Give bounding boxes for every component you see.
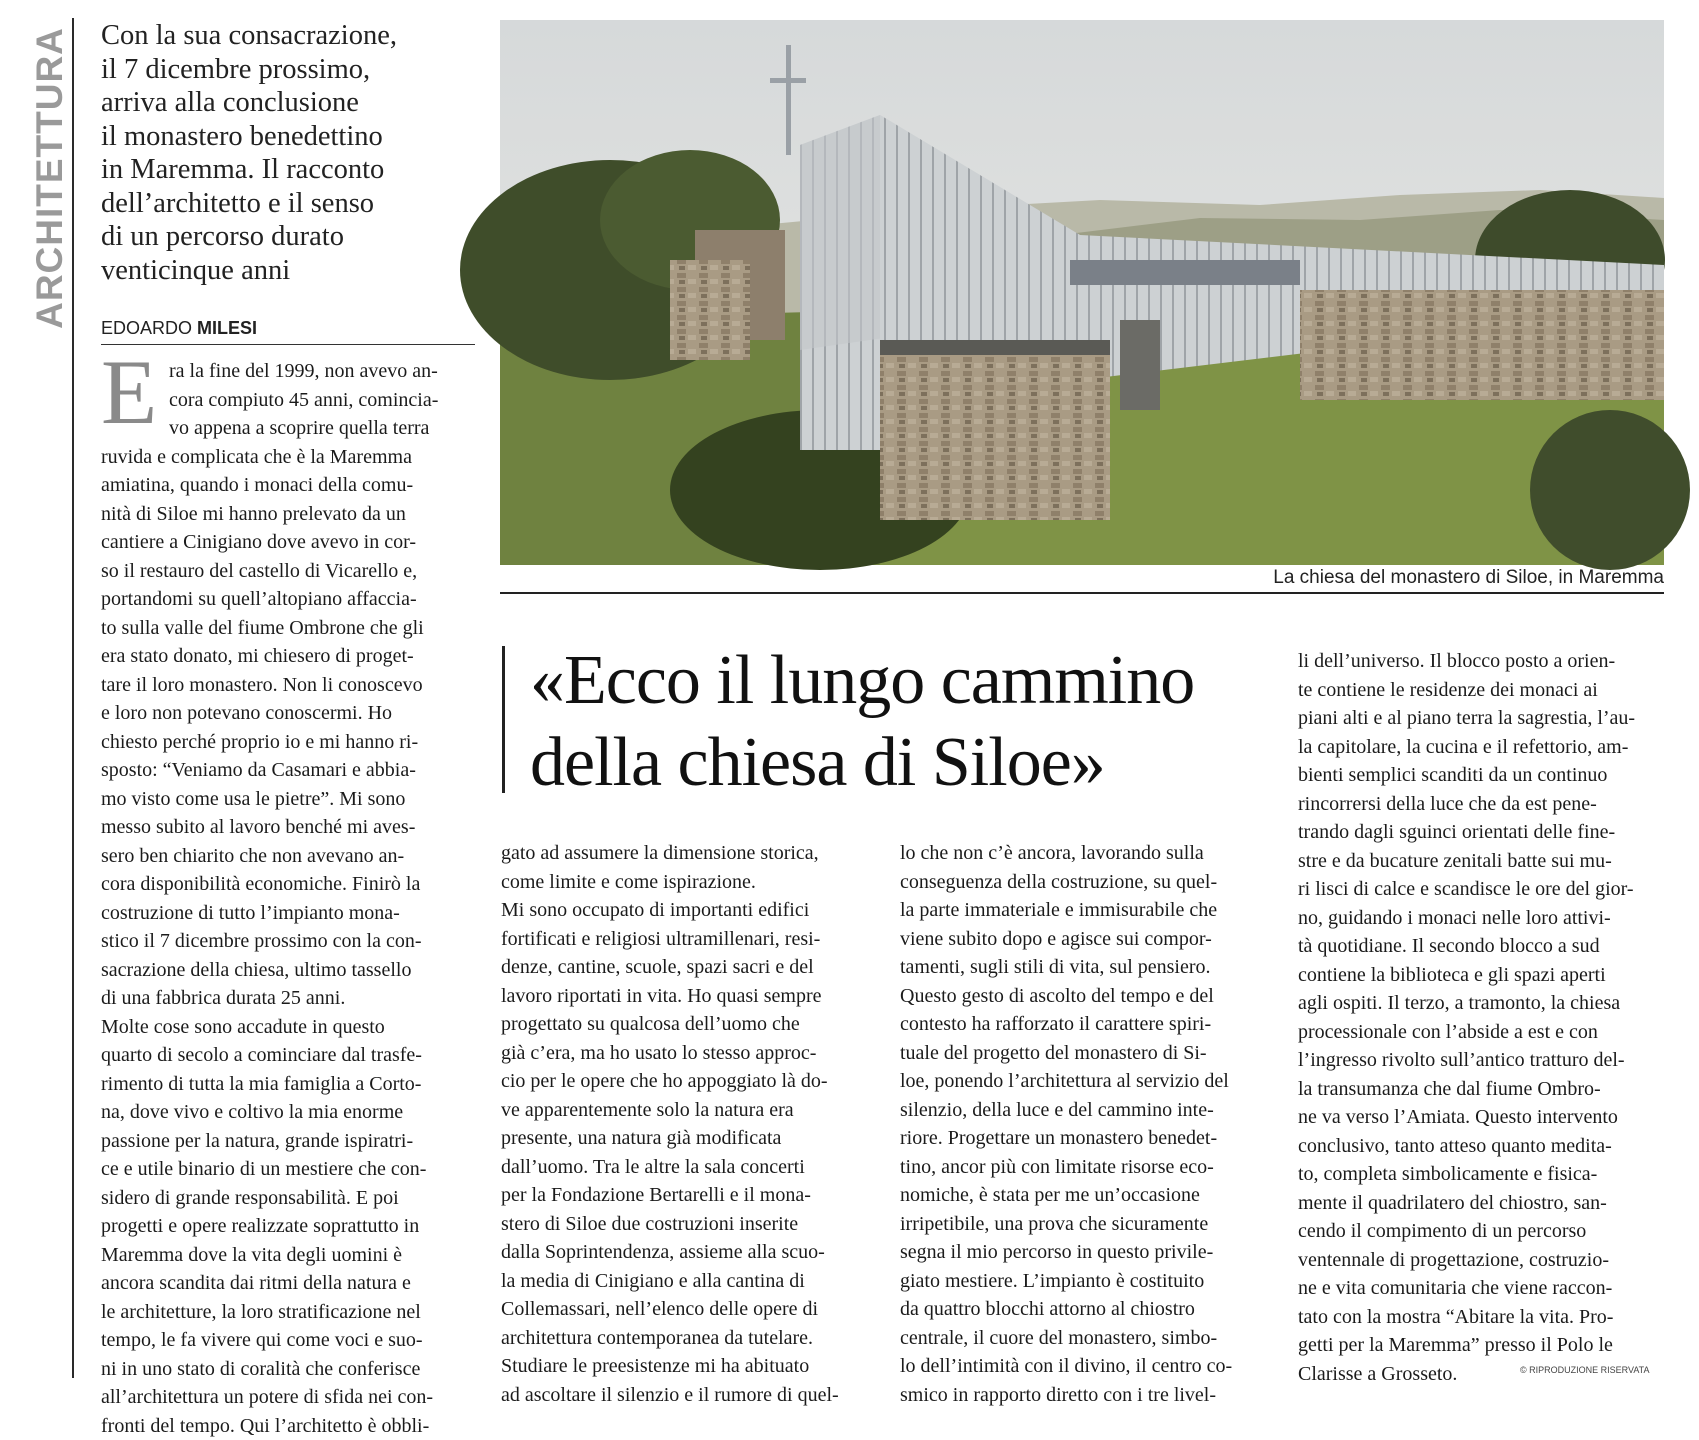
article-line: loe, ponendo l’architettura al servizio del — [900, 1067, 1270, 1096]
article-line: la media di Cinigiano e alla cantina di — [501, 1267, 871, 1296]
article-line: era stato donato, mi chiesero di proget- — [101, 642, 473, 671]
dropcap: E — [101, 352, 161, 432]
article-line: viene subito dopo e agisce sui compor- — [900, 925, 1270, 954]
lead-line: venticinque anni — [101, 254, 481, 288]
article-line: mo visto come usa le pietre”. Mi sono — [101, 785, 473, 814]
lead-line: in Maremma. Il racconto — [101, 153, 481, 187]
article-column-2 — [501, 839, 871, 1409]
article-line: irripetibile, una prova che sicuramente — [900, 1210, 1270, 1239]
article-line: stico il 7 dicembre prossimo con la con- — [101, 927, 473, 956]
article-line: processionale con l’abside a est e con — [1298, 1018, 1668, 1047]
article-line: rimento di tutta la mia famiglia a Corto- — [101, 1070, 473, 1099]
copyright-notice: © RIPRODUZIONE RISERVATA — [1520, 1365, 1649, 1375]
article-line: ni in uno stato di coralità che conferisce — [101, 1355, 473, 1384]
article-line: Molte cose sono accadute in questo — [101, 1013, 473, 1042]
article-column-3 — [900, 839, 1270, 1409]
article-line: ancora scandita dai ritmi della natura e — [101, 1269, 473, 1298]
article-line: conclusivo, tanto atteso quanto medita- — [1298, 1132, 1668, 1161]
article-line: di una fabbrica durata 25 anni. — [101, 984, 473, 1013]
article-line: all’architettura un potere di sfida nei con- — [101, 1383, 473, 1412]
article-line: cora disponibilità economiche. Finirò la — [101, 870, 473, 899]
article-line: conseguenza della costruzione, su quel- — [900, 868, 1270, 897]
article-line: ad ascoltare il silenzio e il rumore di quel- — [501, 1381, 871, 1410]
article-line: le architetture, la loro stratificazione nel — [101, 1298, 473, 1327]
article-line: tuale del progetto del monastero di Si- — [900, 1039, 1270, 1068]
article-line: da quattro blocchi attorno al chiostro — [900, 1295, 1270, 1324]
article-line: ne va verso l’Amiata. Questo intervento — [1298, 1103, 1668, 1132]
article-line: fortificati e religiosi ultramillenari, resi- — [501, 925, 871, 954]
article-line: vo appena a scoprire quella terra — [101, 414, 473, 443]
article-line: e loro non potevano conoscermi. Ho — [101, 699, 473, 728]
article-line: cora compiuto 45 anni, comincia- — [101, 386, 473, 415]
article-line: piani alti e al piano terra la sagrestia, l’au- — [1298, 704, 1668, 733]
article-line: centrale, il cuore del monastero, simbo- — [900, 1324, 1270, 1353]
article-line: lo dell’intimità con il divino, il centro co- — [900, 1352, 1270, 1381]
monastery-photo — [500, 20, 1664, 565]
headline-rule — [502, 646, 505, 793]
author-last-name: MILESI — [197, 318, 257, 338]
article-line: Collemassari, nell’elenco delle opere di — [501, 1295, 871, 1324]
article-line: tempo, le fa vivere qui come voci e suo- — [101, 1326, 473, 1355]
article-line: ne e vita comunitaria che viene raccon- — [1298, 1274, 1668, 1303]
article-line: nità di Siloe mi hanno prelevato da un — [101, 500, 473, 529]
lead-paragraph — [101, 19, 481, 287]
lead-line: Con la sua consacrazione, — [101, 19, 481, 53]
article-line: sacrazione della chiesa, ultimo tassello — [101, 956, 473, 985]
headline — [530, 640, 1270, 804]
article-line: tà quotidiane. Il secondo blocco a sud — [1298, 932, 1668, 961]
article-line: giato mestiere. L’impianto è costituito — [900, 1267, 1270, 1296]
photo-caption: La chiesa del monastero di Siloe, in Maremma — [500, 567, 1664, 594]
article-column-4 — [1298, 647, 1668, 1388]
article-line: gato ad assumere la dimensione storica, — [501, 839, 871, 868]
article-line: Mi sono occupato di importanti edifici — [501, 896, 871, 925]
article-line: amiatina, quando i monaci della comu- — [101, 471, 473, 500]
article-line: rincorrersi della luce che da est pene- — [1298, 790, 1668, 819]
lead-line: arriva alla conclusione — [101, 86, 481, 120]
article-line: cantiere a Cinigiano dove avevo in cor- — [101, 528, 473, 557]
article-line: già c’era, ma ho usato lo stesso approc- — [501, 1039, 871, 1068]
article-line: sposto: “Veniamo da Casamari e abbia- — [101, 756, 473, 785]
article-line: chiesto perché proprio io e mi hanno ri- — [101, 728, 473, 757]
article-line: getti per la Maremma” presso il Polo le — [1298, 1331, 1668, 1360]
article-line: tino, ancor più con limitate risorse eco- — [900, 1153, 1270, 1182]
article-line: sero ben chiarito che non avevano an- — [101, 842, 473, 871]
article-line: l’ingresso rivolto sull’antico tratturo del- — [1298, 1046, 1668, 1075]
article-line: quarto di secolo a cominciare dal trasfe- — [101, 1041, 473, 1070]
article-line: stre e da bucature zenitali batte sui mu- — [1298, 847, 1668, 876]
headline-line: della chiesa di Siloe» — [530, 722, 1270, 804]
article-line: Maremma dove la vita degli uomini è — [101, 1241, 473, 1270]
article-line: ce e utile binario di un mestiere che con- — [101, 1155, 473, 1184]
article-line: ve apparentemente solo la natura era — [501, 1096, 871, 1125]
article-line: contiene la biblioteca e gli spazi aperti — [1298, 961, 1668, 990]
article-line: fronti del tempo. Qui l’architetto è obbli- — [101, 1412, 473, 1440]
article-line: agli ospiti. Il terzo, a tramonto, la chiesa — [1298, 989, 1668, 1018]
article-line: Questo gesto di ascolto del tempo e del — [900, 982, 1270, 1011]
article-line: bienti semplici scanditi da un continuo — [1298, 761, 1668, 790]
article-line: lavoro riportati in vita. Ho quasi sempre — [501, 982, 871, 1011]
article-line: to sulla valle del fiume Ombrone che gli — [101, 614, 473, 643]
article-line: presente, una natura già modificata — [501, 1124, 871, 1153]
article-line: ventennale di progettazione, costruzio- — [1298, 1246, 1668, 1275]
article-line: no, guidando i monaci nelle loro attivi- — [1298, 904, 1668, 933]
article-line: sidero di grande responsabilità. E poi — [101, 1184, 473, 1213]
article-line: cendo il compimento di un percorso — [1298, 1217, 1668, 1246]
article-line: dalla Soprintendenza, assieme alla scuo- — [501, 1238, 871, 1267]
article-line: riore. Progettare un monastero benedet- — [900, 1124, 1270, 1153]
article-line: Studiare le preesistenze mi ha abituato — [501, 1352, 871, 1381]
section-label — [30, 18, 70, 338]
byline — [101, 318, 475, 345]
article-line: to, completa simbolicamente e fisica- — [1298, 1160, 1668, 1189]
article-line: ra la fine del 1999, non avevo an- — [101, 357, 473, 386]
monastery-illustration — [500, 20, 1664, 565]
article-line: stero di Siloe due costruzioni inserite — [501, 1210, 871, 1239]
article-line: come limite e come ispirazione. — [501, 868, 871, 897]
headline-line: «Ecco il lungo cammino — [530, 640, 1270, 722]
article-line: la parte immateriale e immisurabile che — [900, 896, 1270, 925]
article-line: cio per le opere che ho appoggiato là do- — [501, 1067, 871, 1096]
lead-line: il monastero benedettino — [101, 120, 481, 154]
article-line: per la Fondazione Bertarelli e il mona- — [501, 1181, 871, 1210]
article-line: dall’uomo. Tra le altre la sala concerti — [501, 1153, 871, 1182]
article-line: progettato su qualcosa dell’uomo che — [501, 1010, 871, 1039]
article-line: trando dagli sguinci orientati delle fine- — [1298, 818, 1668, 847]
article-line: Clarisse a Grosseto. — [1298, 1360, 1668, 1389]
article-line: te contiene le residenze dei monaci ai — [1298, 676, 1668, 705]
article-line: lo che non c’è ancora, lavorando sulla — [900, 839, 1270, 868]
article-line: na, dove vivo e coltivo la mia enorme — [101, 1098, 473, 1127]
article-line: smico in rapporto diretto con i tre livel- — [900, 1381, 1270, 1410]
article-line: li dell’universo. Il blocco posto a orien- — [1298, 647, 1668, 676]
article-line: la transumanza che dal fiume Ombro- — [1298, 1075, 1668, 1104]
article-line: progetti e opere realizzate soprattutto in — [101, 1212, 473, 1241]
article-line: portandomi su quell’altopiano affaccia- — [101, 585, 473, 614]
lead-line: di un percorso durato — [101, 220, 481, 254]
lead-line: il 7 dicembre prossimo, — [101, 53, 481, 87]
author-first-name: EDOARDO — [101, 318, 192, 338]
lead-line: dell’architetto e il senso — [101, 187, 481, 221]
article-line: architettura contemporanea da tutelare. — [501, 1324, 871, 1353]
section-label-text: ARCHITETTURA — [29, 27, 71, 329]
article-line: tato con la mostra “Abitare la vita. Pro- — [1298, 1303, 1668, 1332]
article-line: ruvida e complicata che è la Maremma — [101, 443, 473, 472]
article-line: messo subito al lavoro benché mi aves- — [101, 813, 473, 842]
article-line: mente il quadrilatero del chiostro, san- — [1298, 1189, 1668, 1218]
article-line: silenzio, della luce e del cammino inte- — [900, 1096, 1270, 1125]
article-line: segna il mio percorso in questo privile- — [900, 1238, 1270, 1267]
article-line: contesto ha rafforzato il carattere spiri- — [900, 1010, 1270, 1039]
article-line: tare il loro monastero. Non li conoscevo — [101, 671, 473, 700]
article-column-1 — [101, 357, 473, 1440]
article-line: denze, cantine, scuole, spazi sacri e del — [501, 953, 871, 982]
article-line: la capitolare, la cucina e il refettorio, am- — [1298, 733, 1668, 762]
article-line: passione per la natura, grande ispiratri- — [101, 1127, 473, 1156]
article-line: nomiche, è stata per me un’occasione — [900, 1181, 1270, 1210]
article-line: tamenti, sugli stili di vita, sul pensiero. — [900, 953, 1270, 982]
article-line: ri lisci di calce e scandisce le ore del gior- — [1298, 875, 1668, 904]
article-line: so il restauro del castello di Vicarello e, — [101, 557, 473, 586]
column-rule — [72, 18, 74, 1378]
article-line: costruzione di tutto l’impianto mona- — [101, 899, 473, 928]
